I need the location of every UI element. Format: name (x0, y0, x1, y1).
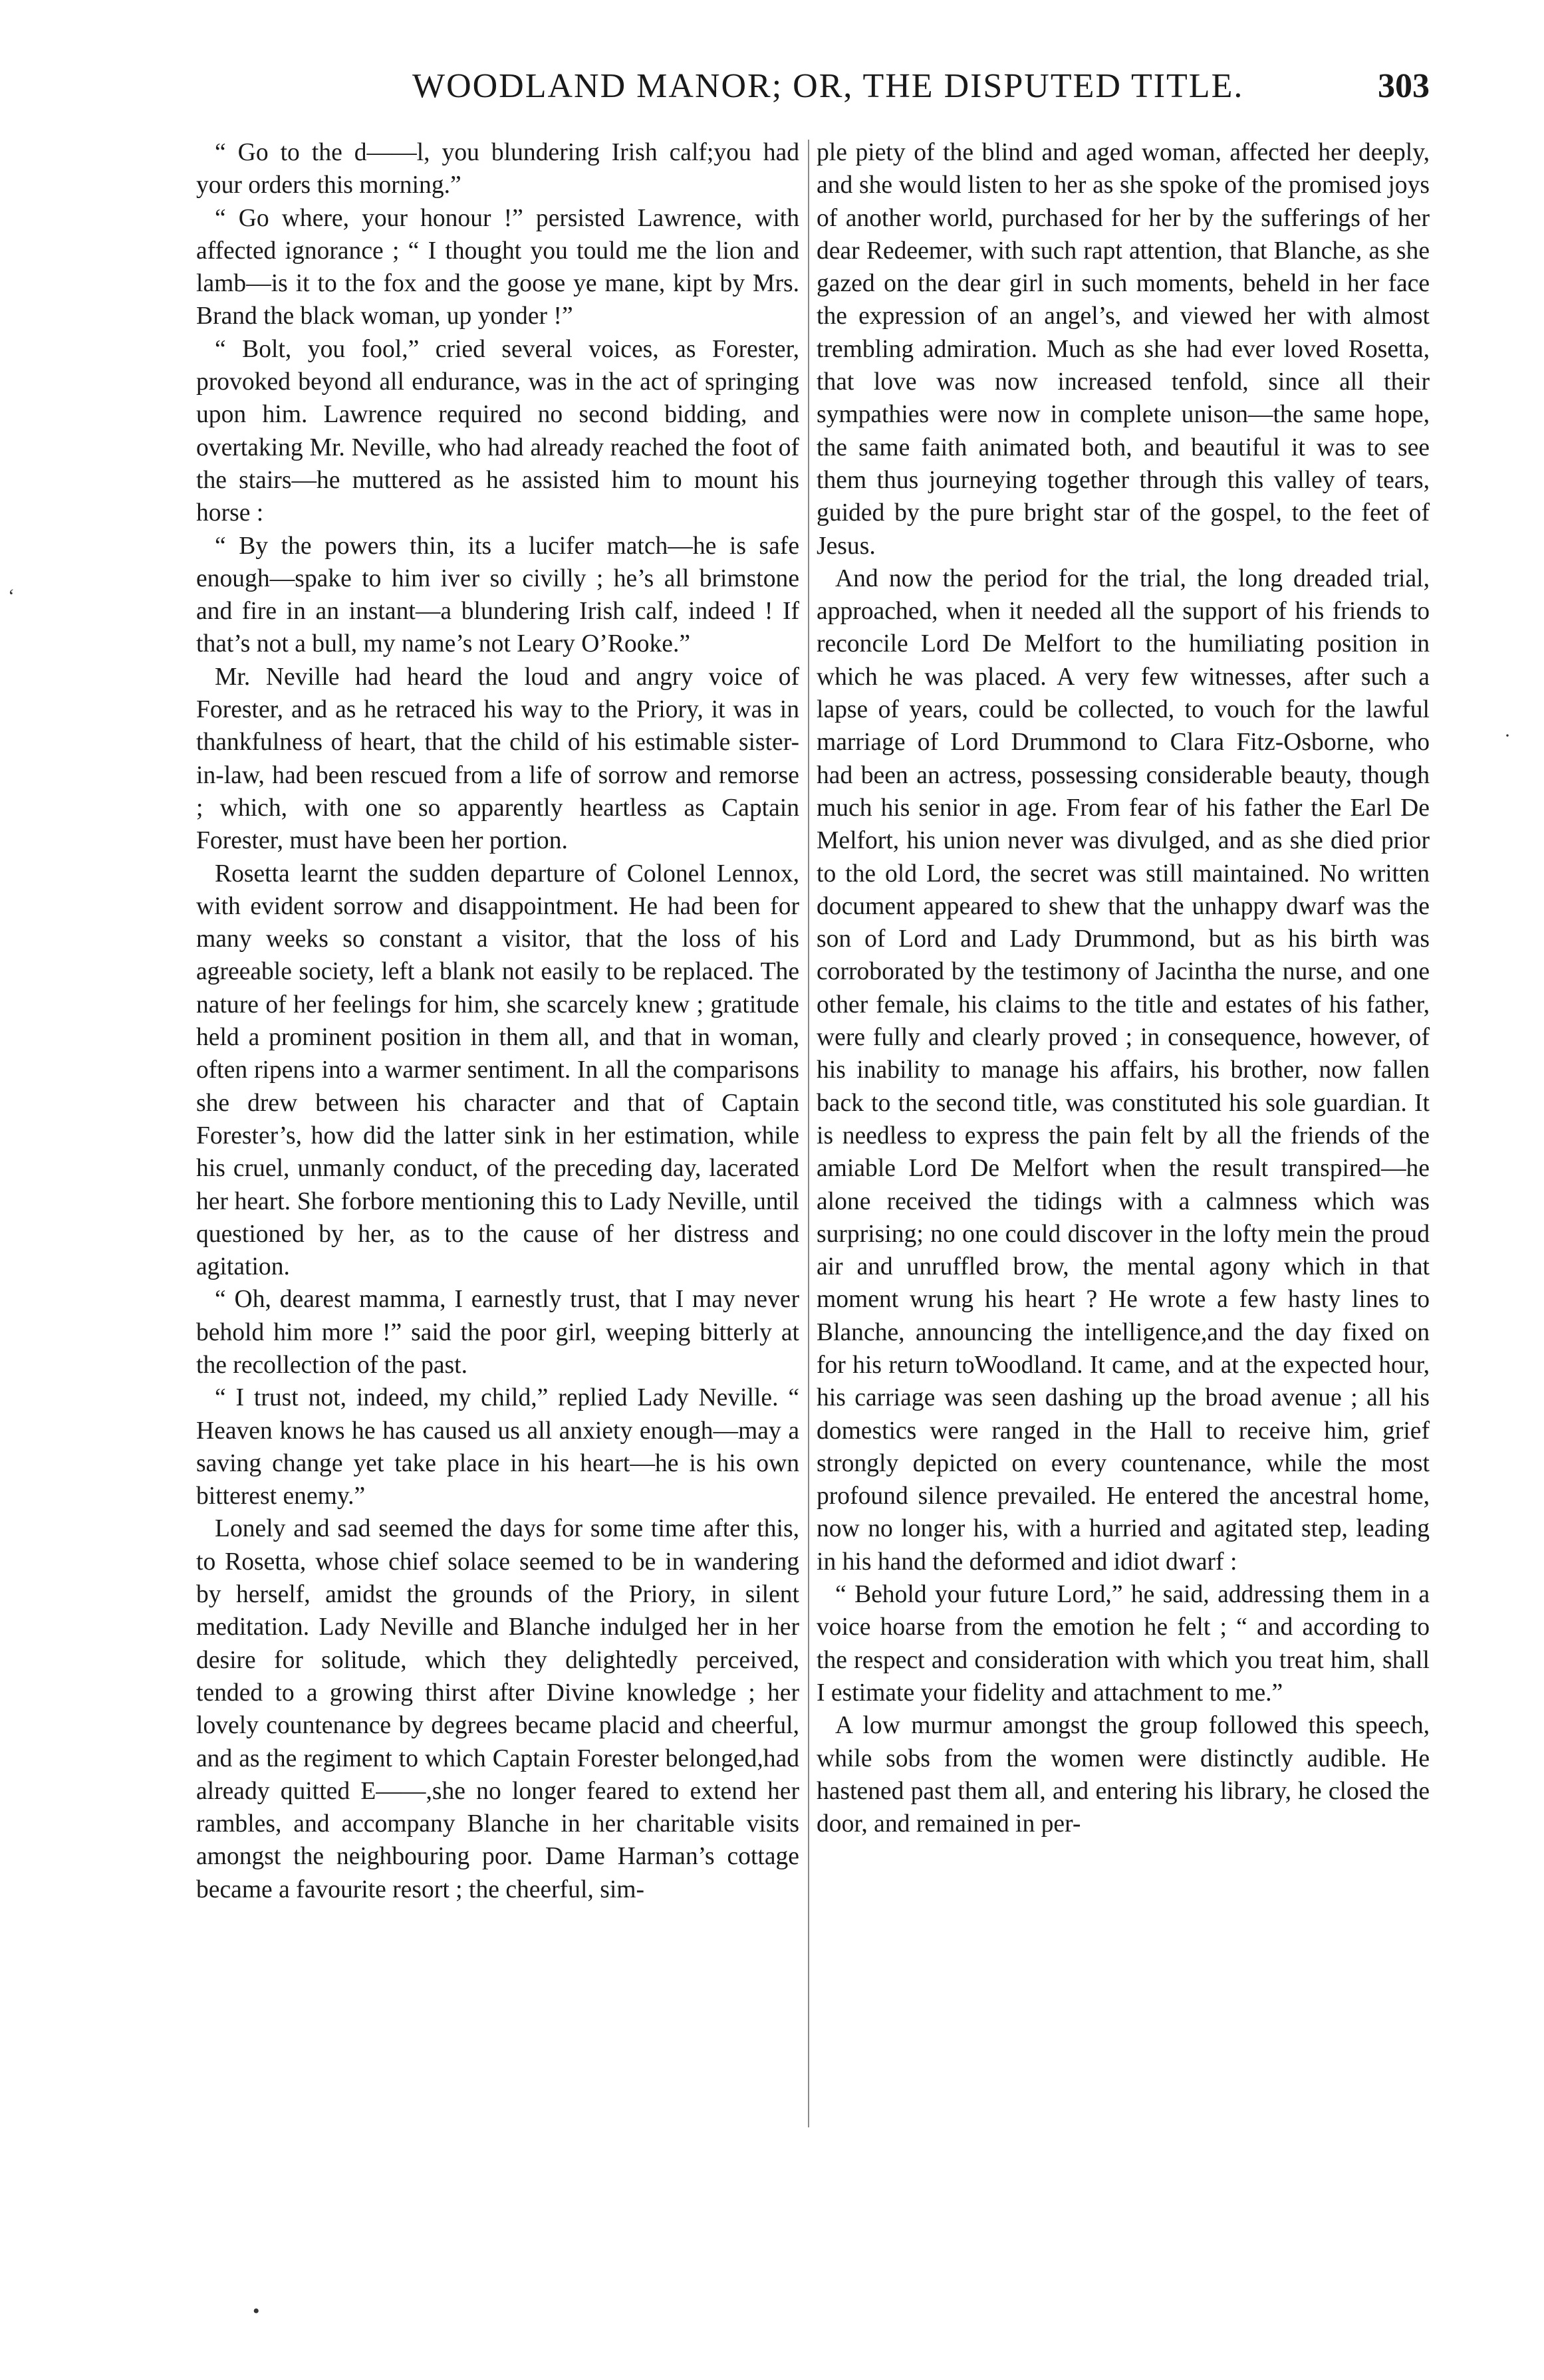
print-speck: • (253, 2300, 260, 2322)
paragraph: “ Go where, your honour !” persisted Lawrence, with affected ignorance ; “ I thought you tould me the lion and lamb—is it to the fox and the goose ye mane, kipt by Mrs. Brand the black woman, up yonder !” (196, 204, 799, 330)
paragraph: ple piety of the blind and aged woman, affected her deeply, and she would listen to her as she spoke of the promised joys of another world, purchased for her by the sufferings of her dear Redeemer, with such rapt attention, that Blanche, as she gazed on the dear girl in such moments, beheld in her face the expression of an angel’s, and viewed her with almost trembling admiration. Much as she had ever loved Rosetta, that love was now increased tenfold, since all their sympathies were now in complete unison—the same hope, the same faith animated both, and beautiful it was to see them thus journeying together through this valley of tears, guided by the pure bright star of the gospel, to the feet of Jesus. (817, 139, 1430, 560)
column-divider (808, 140, 809, 2127)
paragraph: Rosetta learnt the sudden departure of Colonel Lennox, with evident sorrow and disappointment. He had been for many weeks so constant a visitor, that the loss of his agreeable society, left a blank not easily to be replaced. The nature of her feelings for him, she scarcely knew ; gratitude held a prominent position in them all, and that in woman, often ripens into a warmer sentiment. In all the comparisons she drew between his character and that of Captain Forester’s, how did the latter sink in her estimation, while his cruel, unmanly conduct, of the preceding day, lacerated her heart. She forbore mentioning this to Lady Neville, until questioned by her, as to the cause of her distress and agitation. (196, 860, 799, 1281)
running-title: WOODLAND MANOR; OR, THE DISPUTED TITLE. (412, 67, 1244, 105)
running-head (193, 66, 1443, 113)
paragraph: “ Go to the d——l, you blundering Irish calf;you had your orders this morning.” (196, 139, 799, 199)
paragraph: “ Behold your future Lord,” he said, addressing them in a voice hoarse from the emotion he felt ; “ and according to the respect and consideration with which you treat him, shall I estimate your fidelity and attachment to me.” (817, 1581, 1430, 1707)
paragraph: “ Bolt, you fool,” cried several voices, as Forester, provoked beyond all endurance, was in the act of springing upon him. Lawrence required no second bidding, and overtaking Mr. Neville, who had already reached the foot of the stairs—he muttered as he assisted him to mount his horse : (196, 335, 799, 527)
print-speck: · (1504, 725, 1511, 747)
left-column (196, 136, 799, 1906)
paragraph: And now the period for the trial, the long dreaded trial, approached, when it needed all the support of his friends to reconcile Lord De Melfort to the humiliating position in which he was placed. A very few witnesses, after such a lapse of years, could be collected, to vouch for the lawful marriage of Lord Drummond to Clara Fitz-Osborne, who had been an actress, possessing considerable beauty, though much his senior in age. From fear of his father the Earl De Melfort, his union never was divulged, and as she died prior to the old Lord, the secret was still maintained. No written document appeared to shew that the unhappy dwarf was the son of Lord and Lady Drummond, but as his birth was corroborated by the testimony of Jacintha the nurse, and one other female, his claims to the title and estates of his father, were fully and clearly proved ; in consequence, however, of his inability to manage his affairs, his brother, now fallen back to the second title, was constituted his sole guardian. It is needless to express the pain felt by all the friends of the amiable Lord De Melfort when the result transpired—he alone received the tidings with a calmness which was surprising; no one could discover in the lofty mein the proud air and unruffled brow, the mental agony which in that moment wrung his heart ? He wrote a few hasty lines to Blanche, announcing the intelligence,and the day fixed on for his return toWoodland. It came, and at the expected hour, his carriage was seen dashing up the broad avenue ; all his domestics were ranged in the Hall to receive him, grief strongly depicted on every countenance, while the most profound silence prevailed. He entered the ancestral home, now no longer his, with a hurried and agitated step, leading in his hand the deformed and idiot dwarf : (817, 564, 1430, 1576)
page-number: 303 (1378, 67, 1430, 105)
paragraph: Lonely and sad seemed the days for some time after this, to Rosetta, whose chief solace seemed to be in wandering by herself, amidst the grounds of the Priory, in silent meditation. Lady Neville and Blanche indulged her in her desire for solitude, which they delightedly perceived, tended to a growing thirst after Divine knowledge ; her lovely countenance by degrees became placid and cheerful, and as the regiment to which Captain Forester belonged,had already quitted E——,she no longer feared to extend her rambles, and accompany Blanche in her charitable visits amongst the neighbouring poor. Dame Harman’s cottage became a favourite resort ; the cheerful, sim- (196, 1515, 799, 1903)
paragraph: “ By the powers thin, its a lucifer match—he is safe enough—spake to him iver so civilly ; he’s all brimstone and fire in an instant—a blundering Irish calf, indeed ! If that’s not a bull, my name’s not Leary O’Rooke.” (196, 532, 799, 658)
paragraph: A low murmur amongst the group followed this speech, while sobs from the women were distinctly audible. He hastened past them all, and entering his library, he closed the door, and remained in per- (817, 1712, 1430, 1838)
right-column (817, 136, 1430, 1840)
paragraph: Mr. Neville had heard the loud and angry voice of Forester, and as he retraced his way to the Priory, it was in thankfulness of heart, that the child of his estimable sister-in-law, had been rescued from a life of sorrow and remorse ; which, with one so apparently heartless as Captain Forester, must have been her portion. (196, 663, 799, 855)
paragraph: “ Oh, dearest mamma, I earnestly trust, that I may never behold him more !” said the poor girl, weeping bitterly at the recollection of the past. (196, 1286, 799, 1379)
paragraph: “ I trust not, indeed, my child,” replied Lady Neville. “ Heaven knows he has caused us all anxiety enough—may a saving change yet take place in his heart—he is his own bitterest enemy.” (196, 1384, 799, 1510)
print-speck: ‘ (8, 585, 15, 607)
